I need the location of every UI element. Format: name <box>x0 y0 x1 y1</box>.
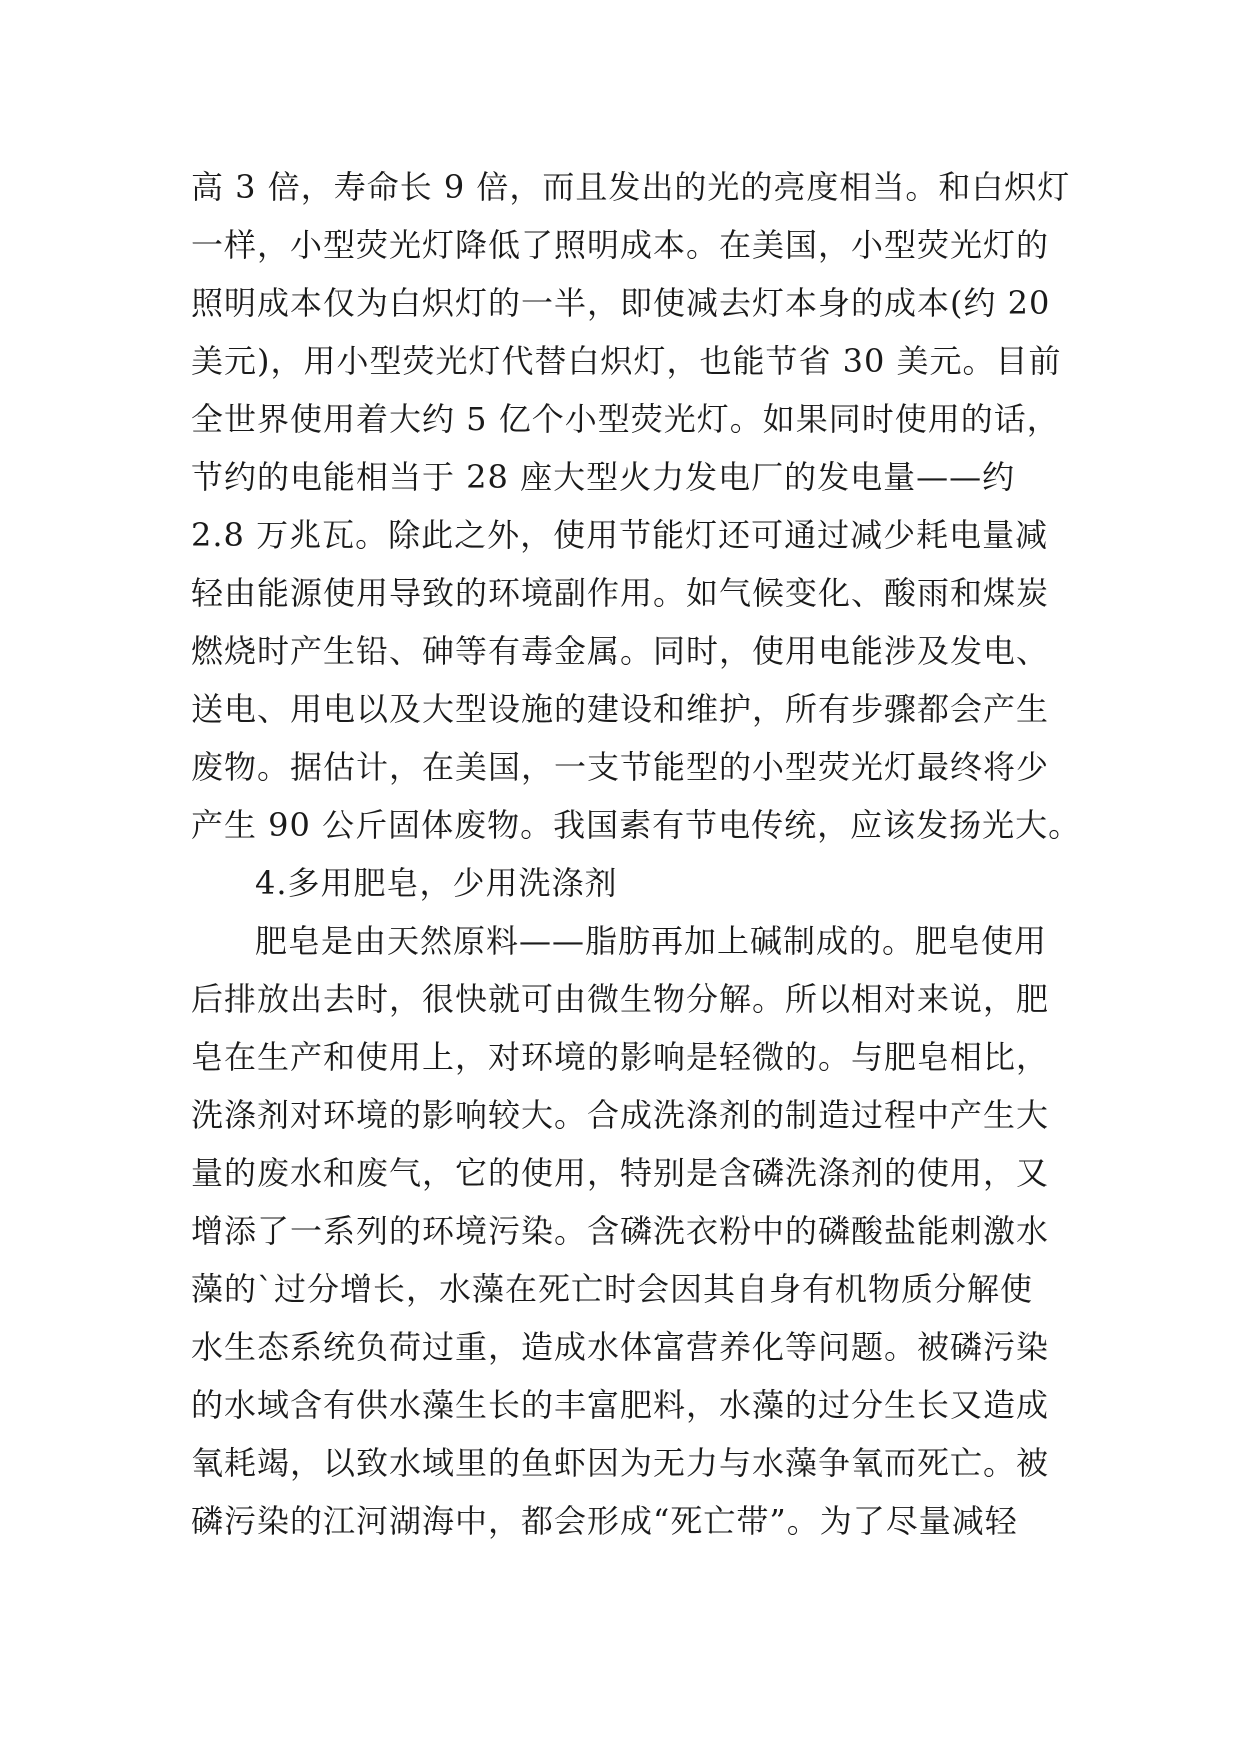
text-line: 美元)，用小型荧光灯代替白炽灯，也能节省 30 美元。目前 <box>191 342 1062 380</box>
text-line: 2.8 万兆瓦。除此之外，使用节能灯还可通过减少耗电量减 <box>191 516 1049 554</box>
text-line: 送电、用电以及大型设施的建设和维护，所有步骤都会产生 <box>191 690 1050 728</box>
text-line: 量的废水和废气，它的使用，特别是含磷洗涤剂的使用，又 <box>191 1154 1050 1192</box>
text-line: 轻由能源使用导致的环境副作用。如气候变化、酸雨和煤炭 <box>191 574 1050 612</box>
section-heading: 4.多用肥皂，少用洗涤剂 <box>255 864 618 902</box>
text-line: 照明成本仅为白炽灯的一半，即使减去灯本身的成本(约 20 <box>191 284 1051 322</box>
text-line: 后排放出去时，很快就可由微生物分解。所以相对来说，肥 <box>191 980 1050 1018</box>
text-line: 废物。据估计，在美国，一支节能型的小型荧光灯最终将少 <box>191 748 1050 786</box>
text-line: 全世界使用着大约 5 亿个小型荧光灯。如果同时使用的话， <box>191 400 1060 438</box>
text-line: 皂在生产和使用上，对环境的影响是轻微的。与肥皂相比， <box>191 1038 1050 1076</box>
text-line: 一样，小型荧光灯降低了照明成本。在美国，小型荧光灯的 <box>191 226 1050 264</box>
text-line: 洗涤剂对环境的影响较大。合成洗涤剂的制造过程中产生大 <box>191 1096 1050 1134</box>
text-line: 节约的电能相当于 28 座大型火力发电厂的发电量——约 <box>191 458 1016 496</box>
paragraph-first-line: 肥皂是由天然原料——脂肪再加上碱制成的。肥皂使用 <box>255 922 1048 960</box>
text-line: 磷污染的江河湖海中，都会形成“死亡带”。为了尽量减轻 <box>191 1502 1018 1540</box>
text-line: 藻的`过分增长，水藻在死亡时会因其自身有机物质分解使 <box>191 1270 1034 1308</box>
text-line: 高 3 倍，寿命长 9 倍，而且发出的光的亮度相当。和白炽灯 <box>191 168 1071 206</box>
text-line: 燃烧时产生铅、砷等有毒金属。同时，使用电能涉及发电、 <box>191 632 1050 670</box>
text-line: 产生 90 公斤固体废物。我国素有节电传统，应该发扬光大。 <box>191 806 1082 844</box>
body-text <box>191 158 1082 1550</box>
text-line: 氧耗竭，以致水域里的鱼虾因为无力与水藻争氧而死亡。被 <box>191 1444 1050 1482</box>
text-line: 水生态系统负荷过重，造成水体富营养化等问题。被磷污染 <box>191 1328 1050 1366</box>
text-line: 的水域含有供水藻生长的丰富肥料，水藻的过分生长又造成 <box>191 1386 1050 1424</box>
text-line: 增添了一系列的环境污染。含磷洗衣粉中的磷酸盐能刺激水 <box>191 1212 1050 1250</box>
